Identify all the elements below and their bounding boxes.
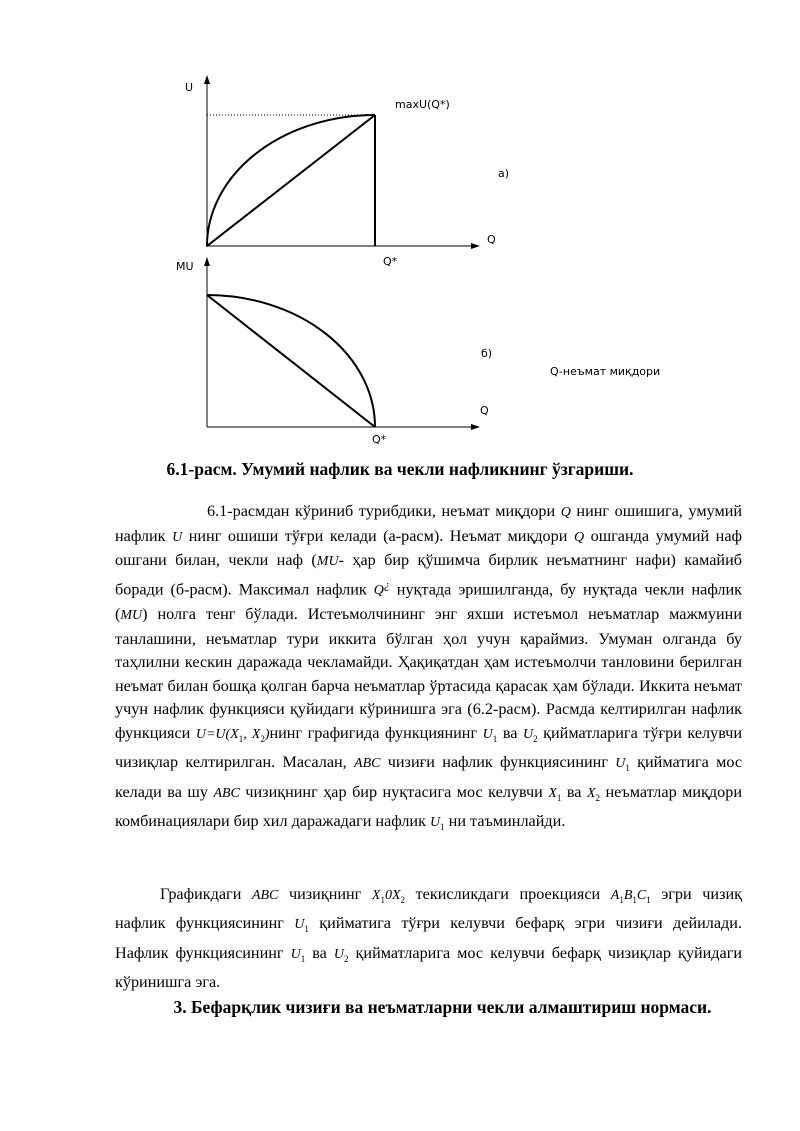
paragraph-2: Графикдаги ABC чизиқнинг $X_10X_2$ текисликдаги проекцияси $A_1B_1C_1$ эгри чизиқ нафлик функциясининг $U_1$ қийматига тўғри келувчи бефарқ эгри чизиғи дейилади. Нафлик функциясининг $U_1$ ва $U_2$ қийматларига мос келувчи бефарқ чизиқлар қуйидаги кўринишга эга. bbox=[115, 885, 742, 992]
figure-caption: 6.1-расм. Умумий нафлик ва чекли нафликнинг ўзгариши. bbox=[166, 459, 634, 479]
utility-figure bbox=[0, 0, 800, 450]
marginal-utility-line bbox=[207, 295, 375, 427]
total-utility-graph bbox=[185, 75, 509, 268]
quantity-legend: Q-неъмат миқдори bbox=[550, 365, 661, 378]
q-axis-arrow bbox=[471, 243, 480, 249]
total-utility-chord bbox=[207, 115, 375, 246]
paragraph-1: 6.1-расмдан кўриниб турибдики, неъмат миқдори Q нинг ошишига, умумий нафлик U нинг ошиши тўғри келади (а-расм). Неъмат миқдори Q ошганда умумий наф ошгани билан, чекли наф (MU- ҳар бир қўшимча бирлик неъматнинг нафи) камайиб боради (б-расм). Максимал нафлик Q¿ нуқтада эришилганда, бу нуқтада чекли нафлик (MU) нолга тенг бўлади. Истеъмолчининг энг яхши истеъмол неъматлар мажмуини танлашини, неъматлар тури иккита бўлган ҳол учун қараймиз. Умуман олганда бу таҳлилни кескин даражада чекламайди. Ҳақиқатдан ҳам истеъмолчи танловини берилган неъмат билан бошқа қолган барча неъматлар ўртасида қарасак ҳам бўлади. Иккита неъмат учун нафлик функцияси қуйидаги кўринишга эга (6.2-расм). Расмда келтирилган нафлик функцияси $U=U(X_1$, $X_2)нинг$ графигида функциянинг $U_1$ ва $U_2$ қийматларига тўғри келувчи чизиқлар келтирилган. Масалан, ABC чизиғи нафлик функциясининг $U_1$ қийматига мос келади ва шу ABC чизиқнинг ҳар бир нуқтасига мос келувчи $X_1$ ва $X_2$ неъматлар миқдори комбинациялари бир хил даражадаги нафлик $U_1$ ни таъминлайди. bbox=[115, 502, 743, 832]
q-axis-label: Q bbox=[487, 233, 496, 246]
marginal-utility-graph bbox=[176, 257, 660, 446]
q-star-bottom-label: Q* bbox=[372, 433, 387, 446]
u-axis-label: U bbox=[185, 81, 194, 94]
u-axis-arrow bbox=[204, 75, 210, 84]
q-axis-bottom-label: Q bbox=[480, 404, 489, 417]
panel-b-label: б) bbox=[481, 347, 493, 360]
panel-a-label: а) bbox=[498, 167, 510, 180]
mu-axis-label: MU bbox=[176, 260, 194, 273]
max-utility-label: maxU(Q*) bbox=[395, 98, 450, 111]
q-star-label: Q* bbox=[383, 255, 398, 268]
mu-axis-arrow bbox=[204, 257, 210, 266]
section-heading: 3. Бефарқлик чизиғи ва неъматларни чекли алмаштириш нормаси. bbox=[173, 997, 712, 1017]
q-axis-bottom-arrow bbox=[471, 424, 480, 430]
